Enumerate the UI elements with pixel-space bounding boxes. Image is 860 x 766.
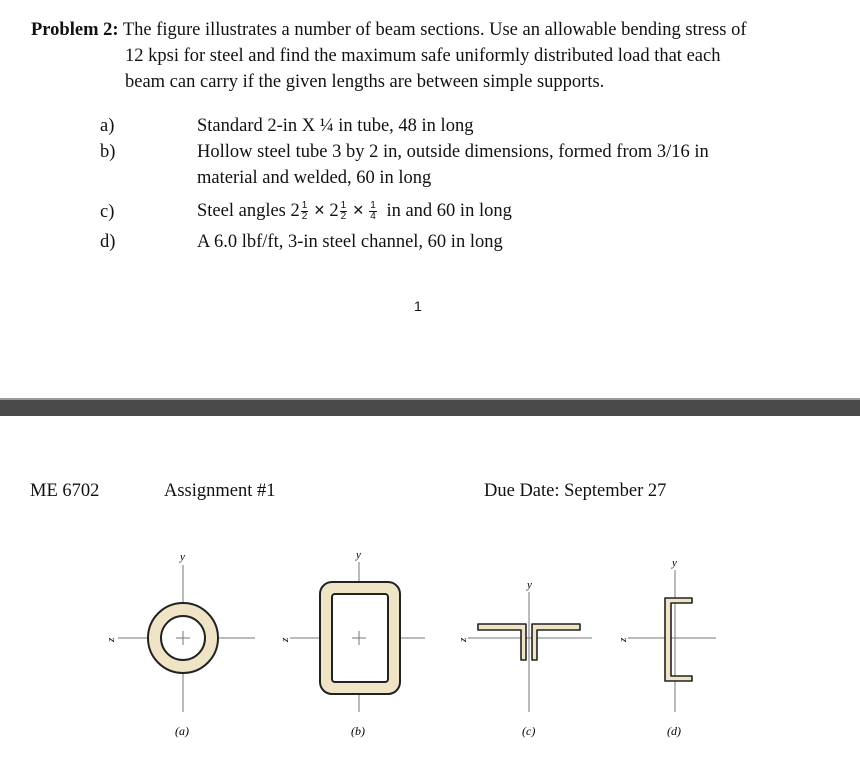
beam-sections-figure	[0, 540, 860, 750]
item-text-b: Hollow steel tube 3 by 2 in, outside dimensions, formed from 3/16 in	[197, 142, 709, 162]
frac-den: 2	[340, 211, 347, 223]
item-text-a: Standard 2-in X ¼ in tube, 48 in long	[197, 116, 474, 136]
problem-line-2: 12 kpsi for steel and find the maximum safe uniformly distributed load that each	[125, 46, 721, 66]
angle-right	[532, 624, 580, 660]
axis-z-label: z	[457, 637, 469, 642]
item-c-prefix: Steel angles 2	[197, 201, 300, 221]
axis-y-label: y	[672, 557, 677, 569]
times-sign-1: ×	[313, 199, 325, 220]
page-break-bar	[0, 400, 860, 416]
problem-line-1	[31, 17, 747, 43]
times-sign-2: ×	[352, 199, 364, 220]
caption-d: (d)	[667, 724, 681, 738]
problem-text-1: The figure illustrates a number of beam sections. Use an allowable bending stress of	[122, 20, 747, 40]
item-c-whole: 2	[329, 201, 339, 221]
frac-den: 2	[301, 211, 308, 223]
section-d-channel	[617, 557, 716, 738]
item-letter-a: a)	[100, 116, 115, 136]
item-letter-c: c)	[100, 202, 115, 222]
frac-num: 1	[340, 200, 347, 212]
course-code: ME 6702	[30, 481, 100, 501]
axis-z-label: z	[105, 637, 117, 642]
axis-z-label: z	[279, 637, 291, 642]
channel-shape	[665, 598, 692, 681]
page-number: 1	[414, 298, 422, 314]
assignment-title: Assignment #1	[164, 481, 276, 501]
frac-num: 1	[301, 200, 308, 212]
caption-b: (b)	[351, 724, 365, 738]
item-text-b-cont: material and welded, 60 in long	[197, 168, 432, 188]
item-letter-d: d)	[100, 232, 116, 252]
frac-num: 1	[370, 200, 376, 212]
item-text-d: A 6.0 lbf/ft, 3-in steel channel, 60 in long	[197, 232, 503, 252]
item-text-c	[197, 197, 512, 224]
due-date: Due Date: September 27	[484, 481, 667, 501]
axis-z-label: z	[617, 637, 629, 642]
axis-y-label: y	[180, 551, 185, 563]
angle-left	[478, 624, 526, 660]
axis-y-label: y	[356, 549, 361, 561]
fraction-half-1	[301, 201, 309, 222]
section-c-double-angles	[457, 579, 592, 738]
problem-line-3: beam can carry if the given lengths are between simple supports.	[125, 72, 605, 92]
section-a-round-tube	[105, 551, 255, 738]
axis-y-label: y	[527, 579, 532, 591]
caption-a: (a)	[175, 724, 189, 738]
fraction-half-2	[340, 201, 348, 222]
section-b-rect-tube	[279, 549, 425, 738]
caption-c: (c)	[522, 724, 536, 738]
item-letter-b: b)	[100, 142, 116, 162]
fraction-quarter	[369, 201, 377, 222]
item-c-suffix: in and 60 in long	[386, 201, 512, 221]
frac-den: 4	[370, 211, 376, 223]
problem-label: Problem 2:	[31, 20, 119, 40]
